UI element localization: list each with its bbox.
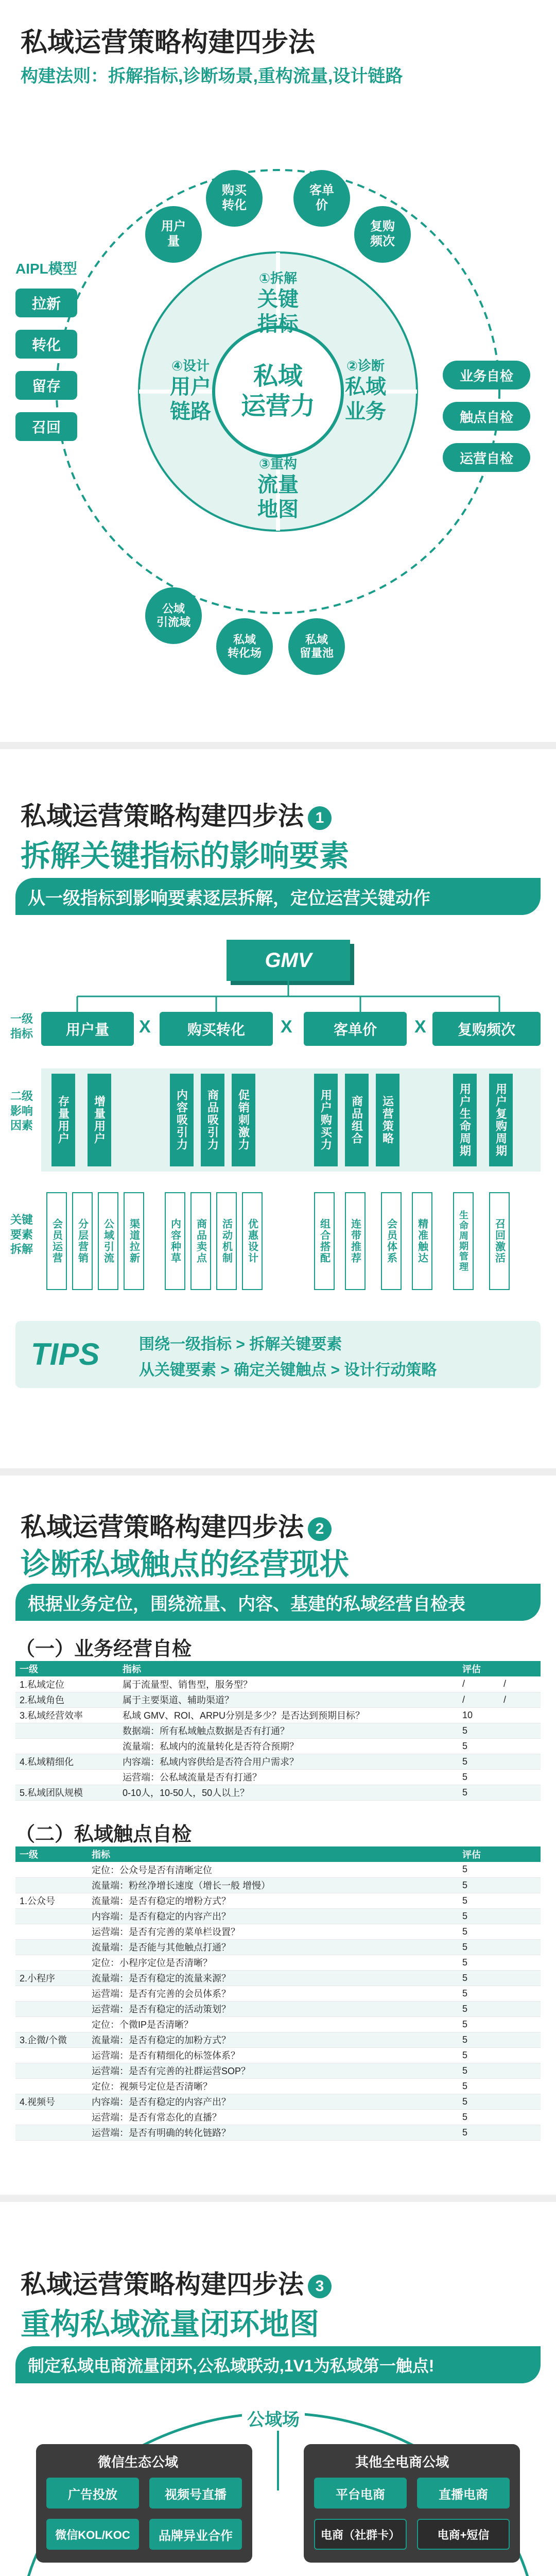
touchpoint-check-cell [407,1862,458,1877]
wechat-eco-title: 微信生态公域 [98,2454,179,2470]
step2-number: 2 [308,1517,332,1541]
bottom-node-1: 公域 引流域 [145,587,202,644]
touchpoint-check-cell: 5 [458,2094,499,2109]
table2-header-row [15,1846,541,1862]
level3-item-9: 组合搭配 [314,1192,335,1290]
touchpoint-check-cell: 5 [458,1939,499,1955]
level3-item-4: 渠道拉新 [124,1192,144,1290]
level2-label: 二级 影响 因素 [10,1090,33,1132]
touchpoint-check-cell [407,1908,458,1924]
level2-item-3: 内容吸引力 [170,1074,194,1166]
touchpoint-check-cell [499,2016,541,2032]
business-check-cell: 属于主要渠道、辅助渠道？ [118,1692,407,1707]
business-check-cell [499,1769,541,1785]
quad-right-tag: ②诊断 [346,358,385,374]
level3-item-2: 分层营销 [72,1192,93,1290]
top-node-4: 复购 频次 [354,206,411,263]
right-node-3: 运营自检 [443,443,530,472]
table-row [15,1676,541,1692]
divider-3 [0,2195,556,2202]
touchpoint-check-cell: 2.小程序 [15,1970,88,1986]
touchpoint-check-cell [499,1893,541,1908]
business-check-cell: 运营端：公私域流量是否有打通？ [118,1769,407,1785]
aipl-item-2: 转化 [15,330,77,359]
business-check-cell: 0-10人，10-50人，50人以上？ [118,1785,407,1800]
level1-item-1: 用户量 [41,1012,134,1046]
business-check-cell [407,1769,458,1785]
touchpoint-check-cell: 5 [458,2047,499,2063]
quad-left-tag: ④设计 [171,358,210,374]
touchpoint-check-cell: 流量端：粉丝净增长速度（增长一般 增慢） [88,1877,407,1893]
business-check-cell: 5 [458,1738,499,1754]
business-check-cell [499,1785,541,1800]
business-check-cell: 5 [458,1723,499,1738]
business-check-cell: 流量端：私域内的流量转化是否符合预期？ [118,1738,407,1754]
tips-label: TIPS [31,1337,100,1371]
level3-item-6: 商品卖点 [190,1192,211,1290]
level2-item-1: 存量用户 [51,1074,75,1166]
step2-title [21,1506,332,1544]
table-row [15,1955,541,1970]
aipl-item-4: 召回 [15,412,77,441]
table-row [15,1862,541,1877]
touchpoint-check-cell [407,1877,458,1893]
touchpoint-check-cell: 流量端：是否有稳定的增粉方式？ [88,1893,407,1908]
touchpoint-check-cell [499,2032,541,2047]
level3-label: 关键 要素 拆解 [10,1213,33,1256]
touchpoint-check-cell [499,1908,541,1924]
t2-h2: 指标 [88,1846,407,1862]
level2-item-7: 商品组合 [345,1074,369,1166]
business-check-cell: 10 [458,1707,499,1723]
business-check-cell: 2.私域角色 [15,1692,118,1707]
right-node-2: 触点自检 [443,402,530,431]
touchpoint-check-cell [407,1939,458,1955]
touchpoint-check-cell: 流量端：是否有稳定的加粉方式？ [88,2032,407,2047]
business-check-cell [499,1738,541,1754]
public-domain-label: 公域场 [242,2405,305,2431]
overview-subtitle: 构建法则：拆解指标,诊断场景,重构流量,设计链路 [21,66,403,86]
touchpoint-check-cell: 5 [458,2063,499,2078]
table-row [15,2094,541,2109]
level3-item-3: 公域引流 [98,1192,118,1290]
touchpoint-check-cell [15,2078,88,2094]
level2-item-10: 用户复购周期 [489,1074,513,1166]
business-check-cell [407,1692,458,1707]
t1-h4: 评估 [458,1661,499,1676]
quad-left-label: 用户 链路 [170,376,211,423]
table-row [15,1738,541,1754]
step1-banner: 从一级指标到影响要素逐层拆解，定位运营关键动作 [15,878,541,915]
business-check-cell: 5 [458,1754,499,1769]
level2-item-9: 用户生命周期 [453,1074,477,1166]
table-row [15,1970,541,1986]
touchpoint-check-cell: 内容端：是否有稳定的内容产出？ [88,2094,407,2109]
t1-h5 [499,1661,541,1676]
table1-header-row [15,1661,541,1676]
wechat-item-3: 微信KOL/KOC [46,2519,139,2550]
level2-item-5: 促销刺激力 [232,1074,255,1166]
table-row [15,2032,541,2047]
business-check-cell: / [499,1676,541,1692]
t2-h4: 评估 [458,1846,499,1862]
other-item-1: 平台电商 [314,2478,407,2509]
touchpoint-check-table [15,1846,541,2141]
touchpoint-check-cell [499,1970,541,1986]
aipl-item-1: 拉新 [15,289,77,317]
touchpoint-check-cell: 5 [458,1862,499,1877]
business-check-cell [407,1754,458,1769]
level3-item-8: 优惠设计 [242,1192,263,1290]
table1-heading: （一）业务经营自检 [15,1638,192,1660]
touchpoint-check-cell [15,1908,88,1924]
divider-2 [0,1468,556,1476]
business-check-cell [499,1723,541,1738]
business-check-cell: 3.私域经营效率 [15,1707,118,1723]
aipl-title: AIPL模型 [15,261,77,277]
touchpoint-check-cell [407,1970,458,1986]
section-step3 [0,2202,556,2576]
touchpoint-check-cell [407,1893,458,1908]
divider-1 [0,742,556,749]
t2-h3 [407,1846,458,1862]
touchpoint-check-cell: 定位：视频号定位是否清晰？ [88,2078,407,2094]
touchpoint-check-cell: 3.企微/个微 [15,2032,88,2047]
business-check-cell: / [499,1692,541,1707]
level2-item-4: 商品吸引力 [201,1074,224,1166]
touchpoint-check-cell [407,2125,458,2140]
business-check-cell: / [458,1692,499,1707]
touchpoint-check-cell: 运营端：是否有稳定的活动策划？ [88,2001,407,2016]
wechat-item-4: 品牌异业合作 [149,2519,242,2550]
table-row [15,2001,541,2016]
touchpoint-check-cell [499,2109,541,2125]
touchpoint-check-cell: 5 [458,1924,499,1939]
business-check-cell [499,1754,541,1769]
level3-item-10: 连带推荐 [345,1192,366,1290]
touchpoint-check-cell [499,2094,541,2109]
other-item-3: 电商（社群卡） [314,2519,407,2550]
touchpoint-check-cell: 定位：小程序定位是否清晰？ [88,1955,407,1970]
touchpoint-check-cell [499,2047,541,2063]
touchpoint-check-cell [15,2001,88,2016]
touchpoint-check-cell: 5 [458,2016,499,2032]
gmv-connector [0,981,556,1012]
touchpoint-check-cell: 1.公众号 [15,1893,88,1908]
section-step2 [0,1476,556,2197]
tips-line-2: 从关键要素 > 确定关键触点 > 设计行动策略 [139,1362,437,1379]
step2-banner: 根据业务定位，围绕流量、内容、基建的私域经营自检表 [15,1584,541,1621]
table-row [15,2063,541,2078]
touchpoint-check-cell [407,2109,458,2125]
table-row [15,2125,541,2140]
touchpoint-check-cell: 定位：个微IP是否清晰？ [88,2016,407,2032]
touchpoint-check-cell [15,1939,88,1955]
touchpoint-check-cell [499,1924,541,1939]
level1-label: 一级 指标 [10,1012,33,1040]
touchpoint-check-cell: 5 [458,1877,499,1893]
t1-h1: 一级 [15,1661,118,1676]
touchpoint-check-cell: 运营端：是否有精细化的标签体系？ [88,2047,407,2063]
business-check-cell: / [458,1676,499,1692]
level3-item-12: 精准触达 [412,1192,432,1290]
touchpoint-check-cell: 流量端：是否有稳定的流量来源？ [88,1970,407,1986]
business-check-cell: 5 [458,1785,499,1800]
table-row [15,1707,541,1723]
quad-right [329,355,402,424]
touchpoint-check-cell [15,1877,88,1893]
touchpoint-check-cell: 5 [458,2032,499,2047]
quad-bottom-tag: ③重构 [258,456,297,471]
touchpoint-check-cell [15,1986,88,2001]
business-check-cell: 5.私域团队规模 [15,1785,118,1800]
aipl-item-3: 留存 [15,371,77,400]
table-row [15,1723,541,1738]
business-check-cell [407,1723,458,1738]
t1-h3 [407,1661,458,1676]
level1-item-2: 购买转化 [160,1012,273,1046]
touchpoint-check-cell: 运营端：是否有明确的转化链路？ [88,2125,407,2140]
touchpoint-check-cell [499,2078,541,2094]
touchpoint-check-cell [407,2063,458,2078]
step1-title [21,795,332,833]
quad-bottom [242,453,314,522]
touchpoint-check-cell [499,2001,541,2016]
touchpoint-check-cell [407,1924,458,1939]
other-item-2: 直播电商 [417,2478,510,2509]
touchpoint-check-cell [407,2078,458,2094]
touchpoint-check-cell: 5 [458,1908,499,1924]
touchpoint-check-cell: 运营端：是否有完善的会员体系？ [88,1986,407,2001]
step2-subtitle: 诊断私域触点的经营现状 [21,1548,350,1581]
touchpoint-check-cell [15,1955,88,1970]
section-step1 [0,749,556,1470]
table-row [15,1939,541,1955]
touchpoint-check-cell: 运营端：是否有完善的菜单栏设置？ [88,1924,407,1939]
level3-item-13: 生命周期管理 [453,1192,474,1290]
touchpoint-check-cell [407,1986,458,2001]
touchpoint-check-cell: 5 [458,1986,499,2001]
touchpoint-check-cell: 4.视频号 [15,2094,88,2109]
step1-number: 1 [308,806,332,830]
section-overview [0,0,556,747]
table-row [15,2078,541,2094]
touchpoint-check-cell [407,2094,458,2109]
table-row [15,1908,541,1924]
business-check-cell: 4.私域精细化 [15,1754,118,1769]
touchpoint-check-cell [499,1877,541,1893]
step3-title [21,2264,332,2301]
table-row [15,1769,541,1785]
table-row [15,1986,541,2001]
tips-line-1: 围绕一级指标 > 拆解关键要素 [139,1336,342,1353]
business-check-cell: 私域 GMV、ROI、ARPU分别是多少？是否达到预期目标？ [118,1707,407,1723]
touchpoint-check-cell: 5 [458,1970,499,1986]
op-1: X [139,1017,151,1037]
touchpoint-check-cell: 定位：公众号是否有清晰定位 [88,1862,407,1877]
touchpoint-check-cell [499,2125,541,2140]
touchpoint-check-cell [15,2047,88,2063]
table-row [15,1785,541,1800]
touchpoint-check-cell [15,1862,88,1877]
table-row [15,1924,541,1939]
step3-title-text: 私域运营策略构建四步法 [21,2270,304,2299]
step3-subtitle: 重构私域流量闭环地图 [21,2308,320,2341]
step1-title-text: 私域运营策略构建四步法 [21,802,304,831]
touchpoint-check-cell [407,2047,458,2063]
level3-item-14: 召回激活 [489,1192,510,1290]
other-item-4: 电商+短信 [417,2519,510,2550]
table-row [15,1893,541,1908]
other-eco-title: 其他全电商公域 [355,2454,449,2470]
level2-item-2: 增量用户 [88,1074,111,1166]
touchpoint-check-cell: 流量端：是否能与其他触点打通？ [88,1939,407,1955]
touchpoint-check-cell: 5 [458,2001,499,2016]
quad-right-label: 私域 业务 [345,376,386,423]
touchpoint-check-cell: 5 [458,2125,499,2140]
touchpoint-check-cell [499,1986,541,2001]
table1-body [15,1676,541,1800]
touchpoint-check-cell [15,2016,88,2032]
level3-item-7: 活动机制 [216,1192,237,1290]
business-check-cell: 属于流量型、销售型，服务型？ [118,1676,407,1692]
table2-body [15,1862,541,2140]
touchpoint-check-cell [499,1862,541,1877]
business-check-cell [407,1676,458,1692]
table-row [15,2047,541,2063]
level1-item-3: 客单价 [304,1012,407,1046]
touchpoint-check-cell: 5 [458,1893,499,1908]
business-check-cell [15,1723,118,1738]
bottom-node-3: 私域 留量池 [288,618,345,675]
touchpoint-check-cell: 5 [458,1955,499,1970]
right-node-1: 业务自检 [443,361,530,389]
touchpoint-check-cell [407,2016,458,2032]
level1-item-4: 复购频次 [432,1012,541,1046]
center-label: 私域 运营力 [240,363,315,420]
touchpoint-check-cell: 内容端：是否有稳定的内容产出？ [88,1908,407,1924]
t1-h2: 指标 [118,1661,407,1676]
touchpoint-check-cell [407,2032,458,2047]
overview-title: 私域运营策略构建四步法 [21,28,316,58]
business-check-cell: 内容端：私域内容供给是否符合用户需求？ [118,1754,407,1769]
business-check-cell [407,1785,458,1800]
touchpoint-check-cell [499,2063,541,2078]
table-row [15,2109,541,2125]
step1-subtitle: 拆解关键指标的影响要素 [21,839,350,873]
op-3: X [414,1017,426,1037]
t2-h5 [499,1846,541,1862]
table-row [15,1877,541,1893]
touchpoint-check-cell [407,1955,458,1970]
top-node-1: 用户 量 [145,206,202,263]
bottom-node-2: 私域 转化场 [216,618,273,675]
business-check-table [15,1661,541,1801]
business-check-cell: 1.私域定位 [15,1676,118,1692]
wechat-item-2: 视频号直播 [149,2478,242,2509]
t2-h1: 一级 [15,1846,88,1862]
business-check-cell: 数据端：所有私域触点数据是否有打通？ [118,1723,407,1738]
step2-title-text: 私域运营策略构建四步法 [21,1513,304,1541]
step3-banner: 制定私域电商流量闭环,公私域联动,1V1为私域第一触点! [15,2346,541,2383]
touchpoint-check-cell [499,1939,541,1955]
quad-top [242,268,314,336]
wechat-item-1: 广告投放 [46,2478,139,2509]
top-node-2: 购买 转化 [206,170,263,227]
business-check-cell [407,1707,458,1723]
touchpoint-check-cell: 运营端：是否有完善的社群运营SOP？ [88,2063,407,2078]
touchpoint-check-cell [15,2125,88,2140]
gmv-box: GMV [227,940,350,981]
quad-top-label: 关键 指标 [257,288,299,335]
business-check-cell [407,1738,458,1754]
business-check-cell [499,1707,541,1723]
touchpoint-check-cell: 5 [458,2078,499,2094]
quad-left [154,355,227,424]
quad-bottom-label: 流量 地图 [257,473,299,521]
level2-item-6: 用户购买力 [314,1074,338,1166]
business-check-cell [15,1769,118,1785]
touchpoint-check-cell [15,1924,88,1939]
business-check-cell: 5 [458,1769,499,1785]
level2-item-8: 运营策略 [376,1074,399,1166]
table-row [15,1754,541,1769]
touchpoint-check-cell: 运营端：是否有常态化的直播？ [88,2109,407,2125]
level3-item-5: 内容种草 [165,1192,185,1290]
touchpoint-check-cell [15,2109,88,2125]
op-2: X [281,1017,292,1037]
business-check-cell [15,1738,118,1754]
table-row [15,1692,541,1707]
step3-number: 3 [308,2275,332,2298]
table-row [15,2016,541,2032]
touchpoint-check-cell [407,2001,458,2016]
quad-top-tag: ①拆解 [258,270,297,286]
top-node-3: 客单 价 [293,170,350,227]
level3-item-1: 会员运营 [46,1192,67,1290]
table2-heading: （二）私域触点自检 [15,1824,192,1845]
touchpoint-check-cell [15,2063,88,2078]
touchpoint-check-cell: 5 [458,2109,499,2125]
touchpoint-check-cell [499,1955,541,1970]
level3-item-11: 会员体系 [381,1192,402,1290]
